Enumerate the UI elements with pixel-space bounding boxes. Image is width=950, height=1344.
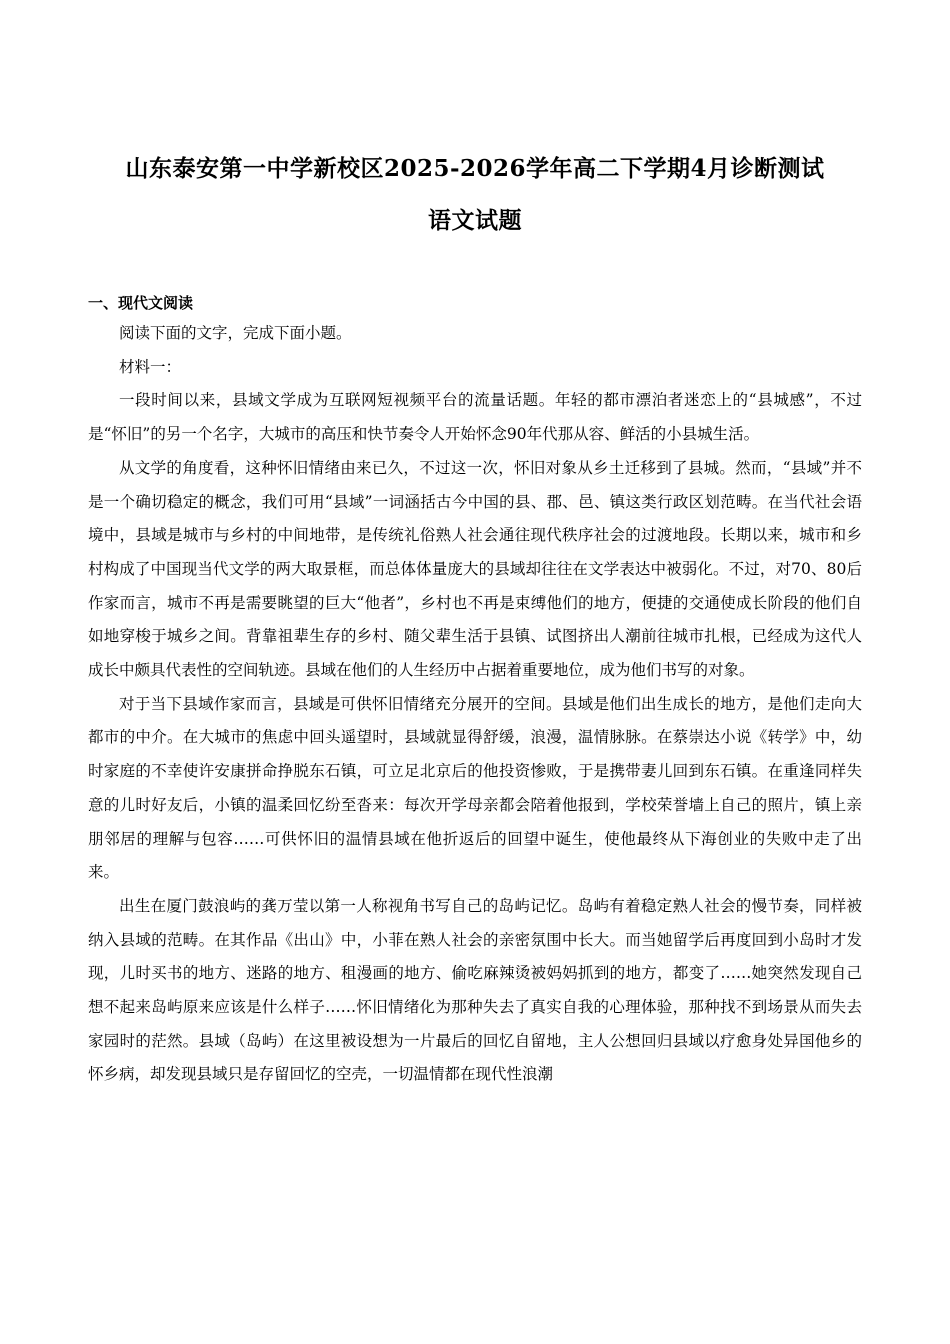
section-heading: 一、现代文阅读 [88, 294, 194, 312]
body-paragraph: 对于当下县域作家而言，县域是可供怀旧情绪充分展开的空间。县域是他们出生成长的地方，是他们走向大都市的中介。在大城市的焦虑中回头遥望时，县域就显得舒缓，浪漫，温情脉脉。在蔡崇达小说《转学》中，幼时家庭的不幸使许安康拼命挣脱东石镇，可立足北京后的他投资惨败，于是携带妻儿回到东石镇。在重逢同样失意的儿时好友后，小镇的温柔回忆纷至沓来：每次开学母亲都会陪着他报到，学校荣誉墙上自己的照片，镇上亲朋邻居的理解与包容……可供怀旧的温情县域在他折返后的回望中诞生，使他最终从下海创业的失败中走了出来。 [88, 694, 862, 882]
body-paragraph: 从文学的角度看，这种怀旧情绪由来已久，不过这一次，怀旧对象从乡土迁移到了县城。然而，“县域”并不是一个确切稳定的概念，我们可用“县域”一词涵括古今中国的县、郡、邑、镇这类行政区划范畴。在当代社会语境中，县域是城市与乡村的中间地带，是传统礼俗熟人社会通往现代秩序社会的过渡地段。长期以来，城市和乡村构成了中国现当代文学的两大取景框，而总体体量庞大的县域却往往在文学表达中被弱化。不过，对70、80后作家而言，城市不再是需要眺望的巨大“他者”，乡村也不再是束缚他们的地方，便捷的交通使成长阶段的他们自如地穿梭于城乡之间。背靠祖辈生存的乡村、随父辈生活于县镇、试图挤出人潮前往城市扎根，已经成为这代人成长中颇具代表性的空间轨迹。县域在他们的人生经历中占据着重要地位，成为他们书写的对象。 [88, 458, 862, 680]
material-label: 材料一： [119, 357, 182, 376]
body-paragraph: 出生在厦门鼓浪屿的龚万莹以第一人称视角书写自己的岛屿记忆。岛屿有着稳定熟人社会的慢节奏，同样被纳入县域的范畴。在其作品《出山》中，小菲在熟人社会的亲密氛围中长大。而当她留学后再度回到小岛时才发现，儿时买书的地方、迷路的地方、租漫画的地方、偷吃麻辣烫被妈妈抓到的地方，都变了……她突然发现自己想不起来岛屿原来应该是什么样子……怀旧情绪化为那种失去了真实自我的心理体验，那种找不到场景从而失去家园时的茫然。县域（岛屿）在这里被设想为一片最后的回忆自留地，主人公想回归县域以疗愈身处异国他乡的怀乡病，却发现县域只是存留回忆的空壳，一切温情都在现代性浪潮 [88, 896, 862, 1084]
body-paragraph: 一段时间以来，县域文学成为互联网短视频平台的流量话题。年轻的都市漂泊者迷恋上的“县城感”，不过是“怀旧”的另一个名字，大城市的高压和快节奏令人开始怀念90年代那从容、鲜活的小县城生活。 [88, 391, 862, 444]
document-title: 山东泰安第一中学新校区2025-2026学年高二下学期4月诊断测试 [125, 155, 825, 182]
document-body [88, 317, 862, 1092]
document-subtitle: 语文试题 [428, 207, 522, 234]
instruction-text: 阅读下面的文字，完成下面小题。 [119, 324, 352, 342]
